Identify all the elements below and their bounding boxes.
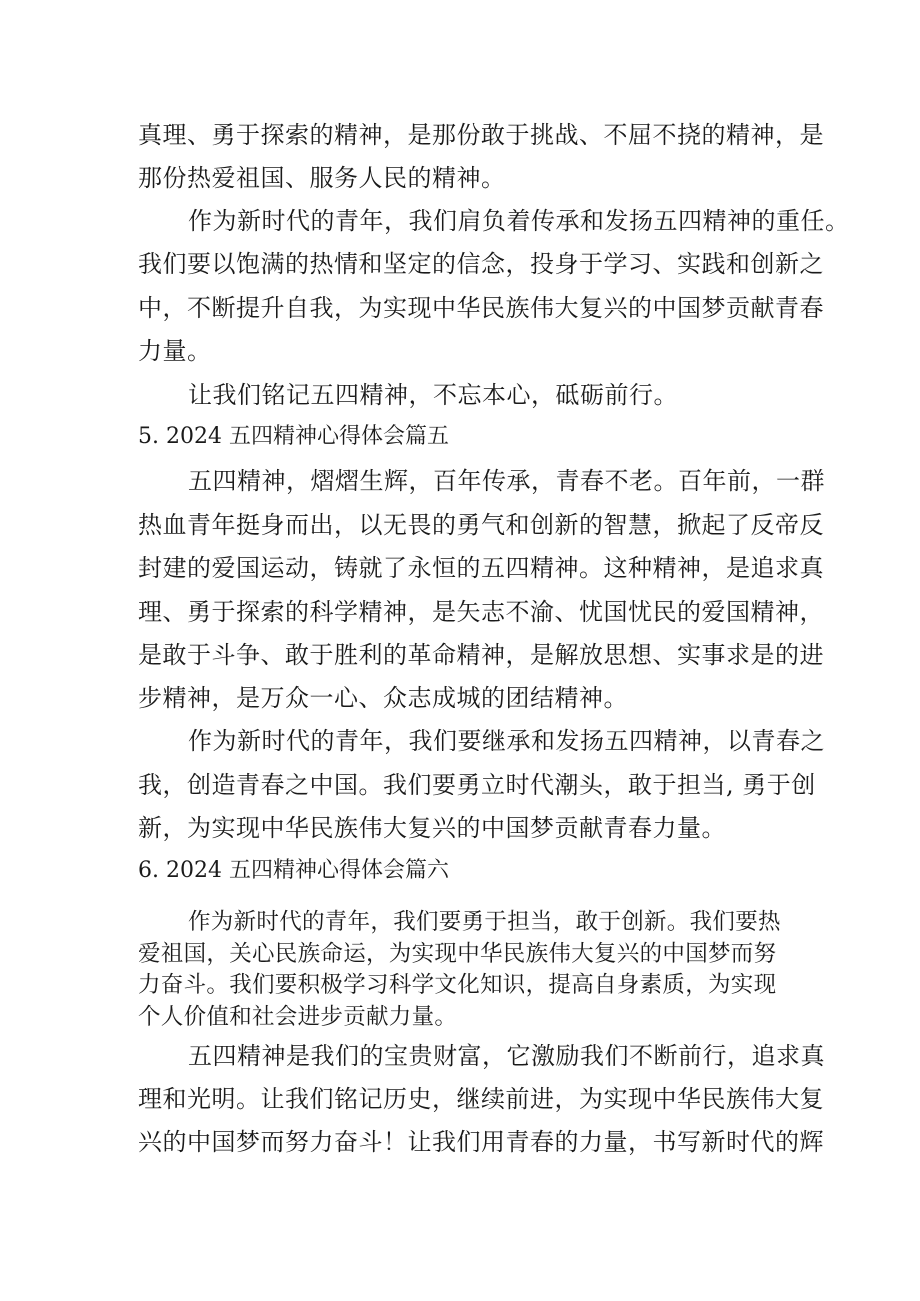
text-line: 兴的中国梦而努力奋斗！让我们用青春的力量，书写新时代的辉 xyxy=(138,1128,824,1156)
text-line: 真理、勇于探索的精神，是那份敢于挑战、不屈不挠的精神，是 xyxy=(138,121,824,149)
section-heading: 5. 2024 五四精神心得体会篇五 xyxy=(138,424,449,449)
text-line: 我们要以饱满的热情和坚定的信念，投身于学习、实践和创新之 xyxy=(138,250,824,278)
text-line: 个人价值和社会进步贡献力量。 xyxy=(138,1004,458,1030)
text-line: 力量。 xyxy=(138,337,212,365)
text-line: 封建的爱国运动，铸就了永恒的五四精神。这种精神，是追求真 xyxy=(138,554,824,582)
text-line: 步精神，是万众一心、众志成城的团结精神。 xyxy=(138,684,628,712)
text-line: 让我们铭记五四精神，不忘本心，砥砺前行。 xyxy=(188,381,678,409)
text-line: 理和光明。让我们铭记历史，继续前进，为实现中华民族伟大复 xyxy=(138,1085,824,1113)
text-line: 新，为实现中华民族伟大复兴的中国梦贡献青春力量。 xyxy=(138,814,726,842)
text-line: 作为新时代的青年，我们要勇于担当，敢于创新。我们要热 xyxy=(188,909,781,935)
text-line: 是敢于斗争、敢于胜利的革命精神，是解放思想、实事求是的进 xyxy=(138,641,824,669)
text-line: 作为新时代的青年，我们要继承和发扬五四精神，以青春之 xyxy=(188,727,825,755)
text-line: 那份热爱祖国、服务人民的精神。 xyxy=(138,164,506,192)
text-line: 五四精神是我们的宝贵财富，它激励我们不断前行，追求真 xyxy=(188,1042,825,1070)
text-line: 力奋斗。我们要积极学习科学文化知识，提高自身素质，为实现 xyxy=(138,972,777,998)
text-line: 五四精神，熠熠生辉，百年传承，青春不老。百年前，一群 xyxy=(188,467,825,495)
text-line: 爱祖国，关心民族命运，为实现中华民族伟大复兴的中国梦而努 xyxy=(138,941,777,967)
text-line: 作为新时代的青年，我们肩负着传承和发扬五四精神的重任。 xyxy=(188,207,850,235)
text-line: 热血青年挺身而出，以无畏的勇气和创新的智慧，掀起了反帝反 xyxy=(138,511,824,539)
text-line: 理、勇于探索的科学精神，是矢志不渝、忧国忧民的爱国精神， xyxy=(138,598,824,626)
section-heading: 6. 2024 五四精神心得体会篇六 xyxy=(138,858,449,883)
text-line: 我，创造青春之中国。我们要勇立时代潮头，敢于担当, 勇于创 xyxy=(138,771,816,799)
text-line: 中，不断提升自我，为实现中华民族伟大复兴的中国梦贡献青春 xyxy=(138,294,824,322)
